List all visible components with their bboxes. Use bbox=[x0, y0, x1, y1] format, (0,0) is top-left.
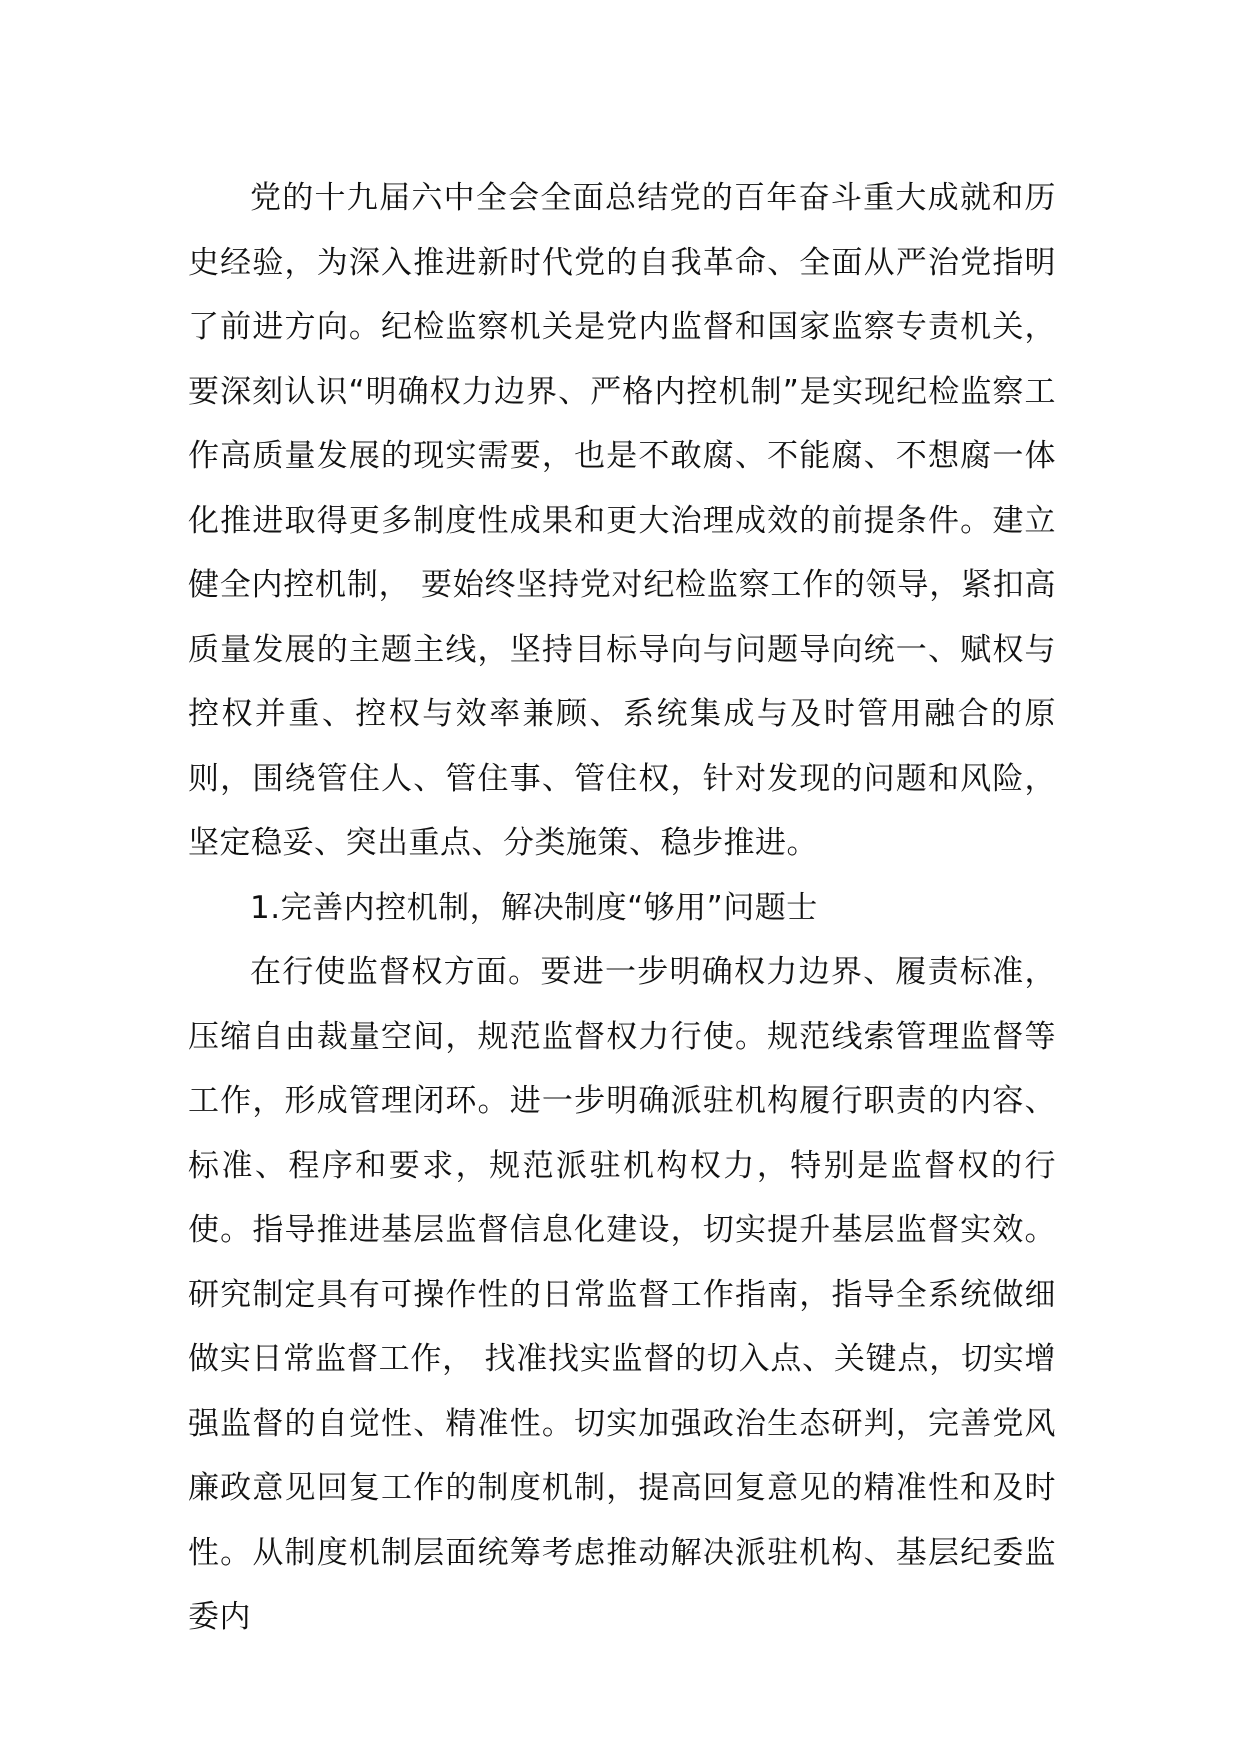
section-heading: 1.完善内控机制，解决制度“够用”问题士 bbox=[250, 889, 818, 926]
document-body bbox=[188, 166, 1056, 1650]
paragraph-supervision: 在行使监督权方面。要进一步明确权力边界、履责标准，压缩自由裁量空间，规范监督权力行使。规范线索管理监督等工作，形成管理闭环。进一步明确派驻机构履行职责的内容、标准、程序和要求，规范派驻机构权力，特别是监督权的行使。指导推进基层监督信息化建设，切实提升基层监督实效。研究制定具有可操作性的日常监督工作指南，指导全系统做细做实日常监督工作， 找准找实监督的切入点、关键点，切实增强监督的自觉性、精准性。切实加强政治生态研判，完善党风廉政意见回复工作的制度机制，提高回复意见的精准性和及时性。从制度机制层面统筹考虑推动解决派驻机构、基层纪委监委内 bbox=[188, 954, 1056, 1635]
paragraph-intro: 党的十九届六中全会全面总结党的百年奋斗重大成就和历史经验，为深入推进新时代党的自我革命、全面从严治党指明了前进方向。纪检监察机关是党内监督和国家监察专责机关，要深刻认识“明确权力边界、严格内控机制”是实现纪检监察工作高质量发展的现实需要，也是不敢腐、不能腐、不想腐一体化推进取得更多制度性成果和更大治理成效的前提条件。建立健全内控机制， 要始终坚持党对纪检监察工作的领导，紧扣高质量发展的主题主线，坚持目标导向与问题导向统一、赋权与控权并重、控权与效率兼顾、系统集成与及时管用融合的原则，围绕管住人、管住事、管住权，针对发现的问题和风险，坚定稳妥、突出重点、分类施策、稳步推进。 bbox=[188, 180, 1056, 861]
